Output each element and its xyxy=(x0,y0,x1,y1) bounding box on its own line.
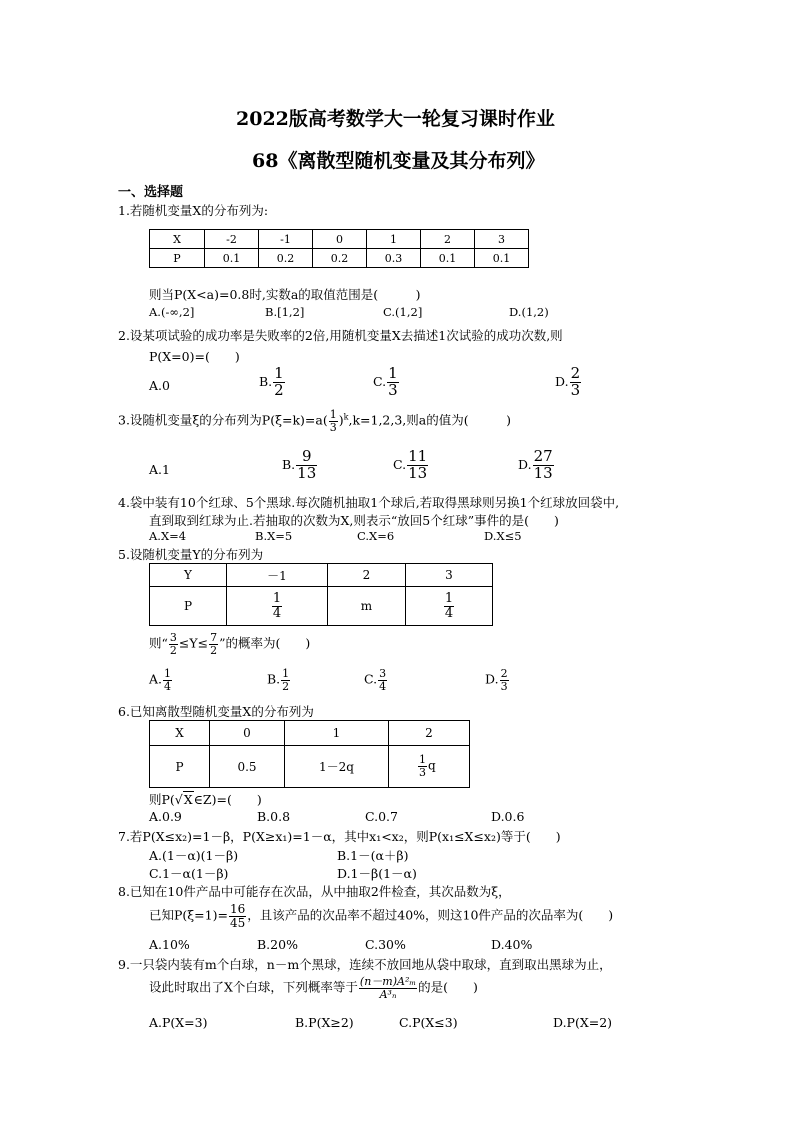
q6-r0: P xyxy=(150,746,210,788)
q5-h1: －1 xyxy=(227,564,328,587)
q5-b-num: 1 xyxy=(282,667,290,680)
q2-b-num: 1 xyxy=(274,364,284,382)
q2-d-label: D. xyxy=(555,373,569,389)
q7-stem: 7.若P(X≤x₂)=1－β，P(X≥x₁)=1－α，其中x₁<x₂，则P(x₁≤X≤x₂)等于( ) xyxy=(118,829,561,844)
q5-r2: m xyxy=(328,587,406,626)
q2-option-d xyxy=(555,366,582,399)
section-heading: 一、选择题 xyxy=(118,185,184,200)
q7-option-b: B.1－(α＋β) xyxy=(337,848,409,863)
q6-stem: 6.已知离散型随机变量X的分布列为 xyxy=(118,704,314,719)
q2-d-den: 3 xyxy=(570,380,581,399)
q5-b-den: 2 xyxy=(282,679,290,693)
q9-option-d: D.P(X=2) xyxy=(553,1015,613,1030)
q5-ask-n2: 7 xyxy=(210,631,218,644)
q3-d-fraction xyxy=(533,449,554,482)
q5-r3 xyxy=(406,587,493,626)
q5-a-den: 4 xyxy=(164,679,172,693)
q7-option-a: A.(1－α)(1－β) xyxy=(149,848,239,863)
q3-pre: 3.设随机变量ξ的分布列为P(ξ=k)=a( xyxy=(118,412,328,428)
q5-ask-n1: 3 xyxy=(169,631,177,644)
q1-r0: P xyxy=(150,249,205,268)
q1-option-d: D.(1,2) xyxy=(509,305,549,319)
q5-stem: 5.设随机变量Y的分布列为 xyxy=(118,547,264,562)
q8-pre: 已知P(ξ=1)= xyxy=(149,907,228,923)
q5-a-fraction xyxy=(163,668,172,692)
q5-r1 xyxy=(227,587,328,626)
q3-b-label: B. xyxy=(282,456,296,472)
q5-d-den: 3 xyxy=(500,679,508,693)
q2-c-fraction xyxy=(387,366,399,399)
q5-ask-mid: ≤Y≤ xyxy=(178,635,209,651)
q9-pre: 设此时取出了X个白球，下列概率等于 xyxy=(149,979,358,995)
q7-option-c: C.1－α(1－β) xyxy=(149,866,229,881)
q8-stem: 8.已知在10件产品中可能存在次品，从中抽取2件检查，其次品数为ξ， xyxy=(118,884,511,899)
q2-ask: P(X=0)=( ) xyxy=(149,349,240,364)
q5-r1-num: 1 xyxy=(272,590,282,606)
q6-r1: 0.5 xyxy=(210,746,285,788)
q5-ask-d1: 2 xyxy=(169,643,177,657)
q3-b-fraction xyxy=(296,449,317,482)
q9-den: A³ₙ xyxy=(379,987,397,1001)
q1-r4: 0.3 xyxy=(367,249,421,268)
q3-fraction xyxy=(329,409,338,433)
q5-option-a xyxy=(149,668,173,692)
q6-table xyxy=(149,720,470,788)
q3-frac-num: 1 xyxy=(329,408,337,421)
q5-option-b xyxy=(267,668,291,692)
q1-h6: 3 xyxy=(475,230,529,249)
q3-exponent: k xyxy=(343,412,349,422)
q5-ask xyxy=(149,632,310,656)
q5-c-fraction xyxy=(378,668,387,692)
q6-r2: 1－2q xyxy=(285,746,389,788)
q1-h4: 1 xyxy=(367,230,421,249)
q4-option-c: C.X=6 xyxy=(357,529,395,543)
q2-b-fraction xyxy=(273,366,285,399)
q6-option-a: A.0.9 xyxy=(149,809,182,824)
q5-c-num: 3 xyxy=(379,667,387,680)
q6-r3-num: 1 xyxy=(419,753,426,767)
q2-c-label: C. xyxy=(373,373,387,389)
q4-option-a: A.X=4 xyxy=(149,529,187,543)
q6-option-b: B.0.8 xyxy=(257,809,291,824)
q5-d-num: 2 xyxy=(500,667,508,680)
q1-option-c: C.(1,2] xyxy=(383,305,423,319)
q5-r1-den: 4 xyxy=(272,605,282,621)
q5-c-label: C. xyxy=(364,671,378,687)
q2-option-c xyxy=(373,366,400,399)
q8-fraction xyxy=(229,903,246,929)
q5-ask-post: ”的概率为( ) xyxy=(219,635,311,651)
q3-c-label: C. xyxy=(393,456,407,472)
q1-h2: -1 xyxy=(259,230,313,249)
q3-option-b xyxy=(282,449,318,482)
q1-r3: 0.2 xyxy=(313,249,367,268)
q6-option-c: C.0.7 xyxy=(365,809,398,824)
q2-stem: 2.设某项试验的成功率是失败率的2倍,用随机变量X去描述1次试验的成功次数,则 xyxy=(118,328,563,343)
q6-ask-post: ∈Z)=( ) xyxy=(193,792,262,807)
q8-option-d: D.40% xyxy=(491,937,533,952)
q4-option-b: B.X=5 xyxy=(255,529,293,543)
q2-d-num: 2 xyxy=(570,364,581,382)
q2-b-label: B. xyxy=(259,373,273,389)
q1-r1: 0.1 xyxy=(205,249,259,268)
q5-ask-frac1 xyxy=(169,632,178,656)
q5-a-num: 1 xyxy=(164,667,172,680)
q5-r3-den: 4 xyxy=(444,605,454,621)
q3-stem: 3.设随机变量ξ的分布列为P(ξ=k)=a( $\frac{1}{3}$ )$^k$,k=1,2,3,则a的值为( ) xyxy=(118,408,511,434)
q2-b-den: 2 xyxy=(274,380,284,399)
q5-h3: 3 xyxy=(406,564,493,587)
q2-option-a: A.0 xyxy=(149,378,170,393)
q5-h0: Y xyxy=(150,564,227,587)
q9-given xyxy=(149,976,478,1000)
q6-option-d: D.0.6 xyxy=(491,809,525,824)
q9-num: (n－m)A²ₘ xyxy=(359,975,417,988)
q8-post: ，且该产品的次品率不超过40%，则这10件产品的次品率为( ) xyxy=(247,907,614,923)
q9-option-c: C.P(X≤3) xyxy=(399,1015,458,1030)
q5-d-fraction xyxy=(500,668,509,692)
q2-option-b xyxy=(259,366,286,399)
q2-d-fraction xyxy=(570,366,582,399)
q6-h2: 1 xyxy=(285,721,389,746)
q1-table xyxy=(149,229,529,268)
q6-ask-radicand: X xyxy=(183,792,193,807)
q7-option-d: D.1－β(1－α) xyxy=(337,866,417,881)
q3-c-num: 11 xyxy=(408,447,428,465)
q1-stem: 1.若随机变量X的分布列为: xyxy=(118,203,269,218)
q2-c-num: 1 xyxy=(388,364,398,382)
q8-option-c: C.30% xyxy=(365,937,406,952)
q5-option-c xyxy=(364,668,388,692)
q6-h0: X xyxy=(150,721,210,746)
q5-b-fraction xyxy=(281,668,290,692)
q1-r5: 0.1 xyxy=(421,249,475,268)
q9-fraction xyxy=(359,976,417,1000)
q9-option-a: A.P(X=3) xyxy=(149,1015,208,1030)
q5-r3-num: 1 xyxy=(444,590,454,606)
q9-option-b: B.P(X≥2) xyxy=(295,1015,354,1030)
q5-r0: P xyxy=(150,587,227,626)
q4-line1: 4.袋中装有10个红球、5个黑球.每次随机抽取1个球后,若取得黑球则另换1个红球放回袋中, xyxy=(118,495,620,510)
q5-b-label: B. xyxy=(267,671,281,687)
q6-r3-fraction xyxy=(418,754,427,778)
q6-ask-pre: 则P( xyxy=(149,792,175,807)
q3-c-fraction xyxy=(407,449,428,482)
q5-h2: 2 xyxy=(328,564,406,587)
q6-r3-den: 3 xyxy=(419,766,426,779)
q5-ask-frac2 xyxy=(209,632,218,656)
q3-d-den: 13 xyxy=(533,463,553,482)
page-subtitle: 68《离散型随机变量及其分布列》 xyxy=(252,150,545,172)
q6-r3-q: q xyxy=(428,759,436,773)
q1-h0: X xyxy=(150,230,205,249)
q3-d-label: D. xyxy=(518,456,532,472)
q4-line2: 直到取到红球为止.若抽取的次数为X,则表示“放回5个红球”事件的是( ) xyxy=(149,513,559,528)
q8-den: 45 xyxy=(229,915,246,930)
q1-option-b: B.[1,2] xyxy=(265,305,305,319)
q2-c-den: 3 xyxy=(388,380,398,399)
q1-ask: 则当P(X<a)=0.8时,实数a的取值范围是( ) xyxy=(149,287,421,302)
q5-ask-d2: 2 xyxy=(210,643,218,657)
q3-b-num: 9 xyxy=(296,449,317,466)
q6-ask: 则P(√X∈Z)=( ) xyxy=(149,792,262,807)
q3-d-num: 27 xyxy=(533,447,553,465)
q5-a-label: A. xyxy=(149,671,163,687)
q6-r3 xyxy=(389,746,470,788)
q3-option-c xyxy=(393,449,429,482)
q1-option-a: A.(-∞,2] xyxy=(149,305,195,319)
q4-option-d: D.X≤5 xyxy=(484,529,522,543)
q5-table xyxy=(149,563,493,626)
q8-num: 16 xyxy=(229,902,246,916)
page-title: 2022版高考数学大一轮复习课时作业 xyxy=(236,108,555,130)
q9-stem: 9.一只袋内装有m个白球，n－m个黑球，连续不放回地从袋中取球，直到取出黑球为止， xyxy=(118,957,612,972)
q5-option-d xyxy=(485,668,510,692)
q1-r2: 0.2 xyxy=(259,249,313,268)
q8-option-a: A.10% xyxy=(149,937,190,952)
q6-h1: 0 xyxy=(210,721,285,746)
q9-post: 的是( ) xyxy=(418,979,478,995)
q3-option-a: A.1 xyxy=(149,462,170,477)
q3-b-den: 13 xyxy=(297,463,317,482)
q1-h3: 0 xyxy=(313,230,367,249)
q5-ask-pre: 则“ xyxy=(149,635,168,651)
q6-h3: 2 xyxy=(389,721,470,746)
q8-given xyxy=(149,903,613,929)
q3-option-d xyxy=(518,449,555,482)
q1-h1: -2 xyxy=(205,230,259,249)
q1-r6: 0.1 xyxy=(475,249,529,268)
q1-h5: 2 xyxy=(421,230,475,249)
q3-frac-den: 3 xyxy=(329,420,337,434)
q3-post: ,k=1,2,3,则a的值为( ) xyxy=(348,412,511,428)
q5-c-den: 4 xyxy=(379,679,387,693)
q8-option-b: B.20% xyxy=(257,937,298,952)
q5-d-label: D. xyxy=(485,671,499,687)
q3-c-den: 13 xyxy=(408,463,428,482)
